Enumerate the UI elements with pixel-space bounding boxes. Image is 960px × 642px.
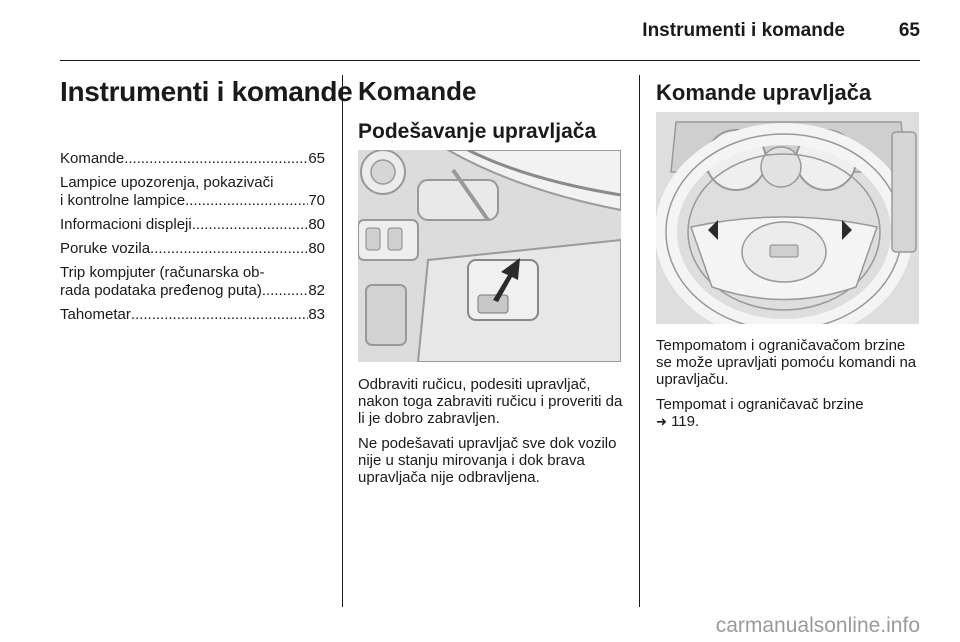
section-title-komande: Komande [358,76,477,106]
paragraph: Tempomat i ograničavač brzine [656,396,864,413]
toc-line [60,306,325,324]
section-title-steering-controls: Komande upravljača [656,80,872,105]
page-number: 65 [898,20,920,41]
toc-entry-page: 80 [308,240,325,257]
chapter-title: Instrumenti i komande [60,76,353,107]
toc-leader-dots [150,240,308,258]
toc-entry-label: Trip kompjuter (računarska ob- [60,264,265,281]
toc-line [60,216,325,234]
toc-entry-label: i kontrolne lampice [60,192,186,209]
subsection-title-steering-adjust: Podešavanje upravljača [358,120,597,143]
toc-entry-page: 80 [308,216,325,233]
toc-leader-dots [124,150,308,168]
toc-line [60,174,325,192]
toc-entry[interactable] [60,264,325,300]
toc-entry-label: Tahometar [60,306,131,323]
toc-leader-dots [131,306,308,324]
toc-leader-dots [185,192,308,210]
toc-entry[interactable] [60,216,325,234]
toc-entry-label: Lampice upozorenja, pokazivači [60,174,274,191]
toc-line [60,192,325,210]
section1-body [358,376,633,494]
reference-page: 119. [671,413,700,430]
toc-line [60,240,325,258]
toc-line [60,282,325,300]
toc-entry-page: 83 [308,306,325,323]
toc-entry-label: Komande [60,150,125,167]
page-header-title: Instrumenti i komande [642,20,845,41]
section2-body [656,337,921,431]
toc-leader-dots [192,216,309,234]
arrow-ref-icon: ➜ [656,415,667,430]
toc-entry-label: Poruke vozila [60,240,151,257]
watermark: carmanualsonline.info [715,614,920,637]
toc-entry[interactable] [60,174,325,210]
toc-entry-label: rada podataka pređenog puta) [60,282,262,299]
toc-entry-page: 70 [308,192,325,209]
toc-entry-page: 65 [308,150,325,167]
header-rule [60,60,920,61]
toc-leader-dots [262,282,308,300]
paragraph: Tempomatom i ograničavačom brzine se može upravljati pomoću komandi na upravljaču. [656,337,917,388]
table-of-contents [60,150,325,330]
toc-line [60,150,325,168]
steering-wheel-illustration [656,112,919,324]
column-divider-1 [342,75,343,607]
column-divider-2 [639,75,640,607]
toc-entry-page: 82 [308,282,325,299]
paragraph: Ne podešavati upravljač sve dok vozilo nije u stanju mirovanja i dok brava upravljača nije odbravljena. [358,435,617,486]
steering-adjustment-illustration [358,150,621,362]
toc-entry[interactable] [60,240,325,258]
toc-line [60,264,325,282]
toc-entry[interactable] [60,150,325,168]
paragraph: Odbraviti ručicu, podesiti upravljač, nakon toga zabraviti ručicu i proveriti da li je dobro zabravljen. [358,376,623,427]
toc-entry[interactable] [60,306,325,324]
toc-entry-label: Informacioni displeji [60,216,192,233]
page-reference[interactable] [656,413,921,431]
